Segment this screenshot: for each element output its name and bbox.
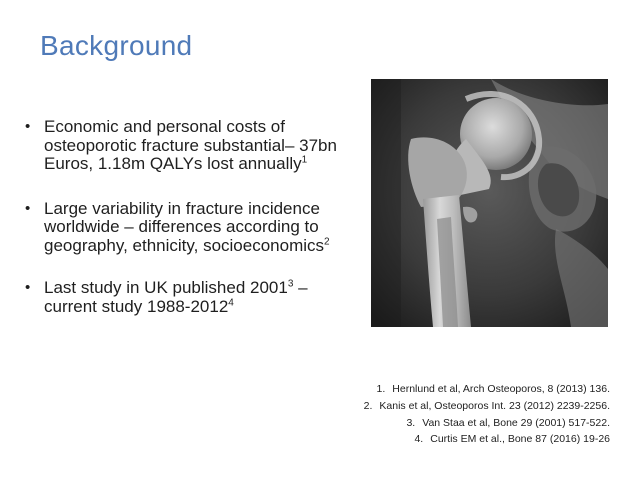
bullet-item-variability [25, 200, 365, 256]
bullet-marker: • [25, 118, 31, 135]
reference-number: 3. [406, 416, 416, 429]
bullet-text: Large variability in fracture incidence worldwide – differences according to geography, ethnicity, socioeconomics [44, 198, 325, 255]
slide-title: Background [40, 30, 193, 61]
bullet-text: Last study in UK published 2001 [44, 278, 288, 297]
bullet-marker: • [25, 199, 31, 217]
bullet-item-uk-study [25, 279, 365, 316]
reference-item [318, 381, 610, 398]
citation-superscript: 2 [324, 235, 330, 247]
reference-item [318, 415, 610, 432]
reference-text: Curtis EM et al., Bone 87 (2016) 19-26 [430, 433, 610, 446]
reference-item [318, 398, 610, 415]
bullet-item-costs [25, 118, 365, 174]
bullet-marker: • [25, 279, 31, 296]
reference-list [318, 381, 610, 448]
reference-item [318, 431, 610, 448]
reference-text: Van Staa et al, Bone 29 (2001) 517-522. [422, 416, 610, 429]
hip-xray-image [371, 79, 608, 327]
reference-number: 4. [414, 433, 424, 446]
reference-text: Kanis et al, Osteoporos Int. 23 (2012) 2239-2256. [379, 399, 610, 412]
bullet-text-continued: – current study 1988-2012 [44, 278, 308, 316]
bullet-text: Economic and personal costs of osteoporotic fracture substantial– 37bn Euros, 1.18m QALYs lost annually [44, 117, 337, 173]
citation-superscript: 1 [301, 154, 308, 166]
citation-superscript: 3 [287, 278, 294, 290]
reference-number: 2. [363, 399, 373, 412]
reference-number: 1. [376, 383, 386, 395]
bullet-list [25, 118, 365, 316]
reference-text: Hernlund et al, Arch Osteoporos, 8 (2013) 136. [392, 383, 610, 395]
citation-superscript: 4 [228, 296, 234, 308]
